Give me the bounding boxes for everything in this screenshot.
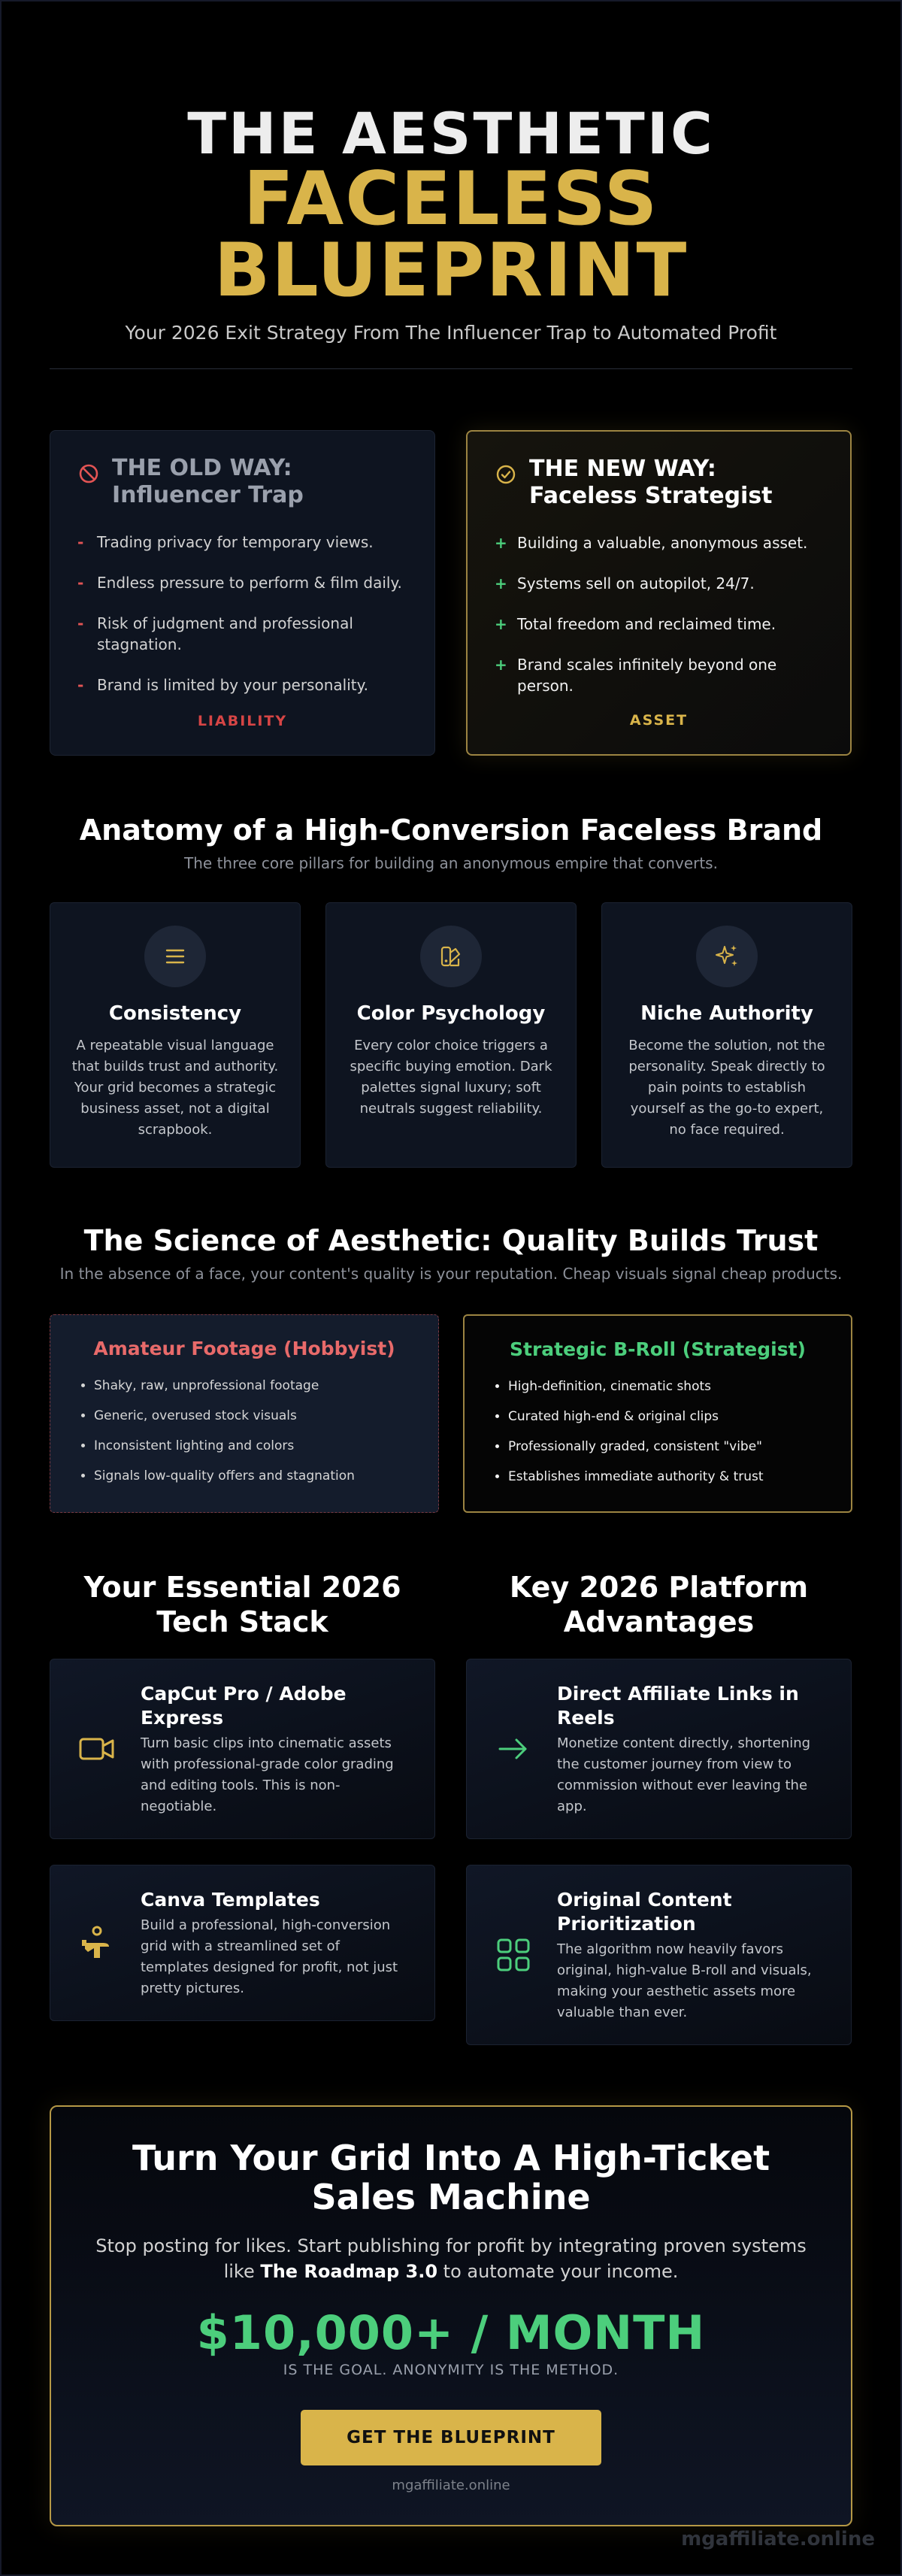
list-item: • Inconsistent lighting and colors: [94, 1438, 416, 1454]
list-item: [77, 613, 407, 655]
list-item: • Curated high-end & original clips: [508, 1408, 828, 1425]
plus-marker: +: [495, 574, 507, 592]
list-item: [495, 532, 823, 553]
hero-subtitle: Your 2026 Exit Strategy From The Influencer Trap to Automated Profit: [125, 322, 777, 344]
cta-text-bold: The Roadmap 3.0: [260, 2261, 438, 2282]
design-tools-icon: [77, 1923, 117, 1962]
list-item: • Professionally graded, consistent "vibe": [508, 1438, 828, 1455]
old-way-title: [112, 455, 304, 509]
tech-card-canva: [50, 1865, 435, 2021]
lines-icon: [162, 943, 189, 970]
list-item: [77, 532, 407, 553]
pillar-consistency: [50, 902, 301, 1168]
plus-marker: +: [495, 615, 507, 633]
anatomy-subheading: The three core pillars for building an anonymous empire that converts.: [184, 854, 718, 872]
list-item: • Generic, overused stock visuals: [94, 1408, 416, 1424]
card-text: The algorithm now heavily favors original, high-value B-roll and visuals, making your aesthetic assets more valuable than ever.: [557, 1941, 812, 2020]
old-way-title-line2: Influencer Trap: [112, 482, 304, 508]
pillar-title: Consistency: [108, 1002, 242, 1025]
old-way-list: [77, 532, 407, 696]
plus-marker: +: [495, 656, 507, 674]
cta-goal: IS THE GOAL. ANONYMITY IS THE METHOD.: [283, 2362, 619, 2378]
card-title: Original Content Prioritization: [557, 1889, 732, 1935]
new-way-item-text: Brand scales infinitely beyond one person.: [517, 656, 777, 695]
new-way-list: [495, 532, 823, 696]
list-item: [495, 654, 823, 696]
strategic-broll-list: [487, 1378, 828, 1485]
science-subheading: In the absence of a face, your content's quality is your reputation. Cheap visuals signal cheap products.: [59, 1265, 843, 1283]
hero: [0, 100, 902, 344]
new-way-item-text: Building a valuable, anonymous asset.: [517, 534, 808, 552]
anatomy-heading: Anatomy of a High-Conversion Faceless Brand: [79, 814, 823, 847]
card-title: Canva Templates: [141, 1889, 320, 1911]
tech-stack-heading-line1: Your Essential 2026: [83, 1571, 401, 1604]
old-way-item-text: Risk of judgment and professional stagnation.: [97, 614, 353, 653]
pillar-title: Color Psychology: [356, 1002, 546, 1025]
cta-heading: Turn Your Grid Into A High-Ticket Sales Machine: [132, 2138, 770, 2217]
pillar-icon-circle: [420, 926, 482, 987]
amateur-footage-list: [73, 1377, 416, 1484]
new-way-title: [529, 456, 773, 510]
palette-icon: [437, 943, 465, 970]
cta-big-number: $10,000+ / MONTH: [196, 2305, 706, 2360]
card-title: CapCut Pro / Adobe Express: [141, 1683, 347, 1729]
list-item: • High-definition, cinematic shots: [508, 1378, 828, 1395]
new-way-title-line2: Faceless Strategist: [529, 483, 773, 509]
old-way-item-text: Endless pressure to perform & film daily.: [97, 574, 402, 592]
list-item: [77, 572, 407, 593]
amateur-footage-title: Amateur Footage (Hobbyist): [93, 1338, 395, 1359]
pillar-text: Become the solution, not the personality. Speak directly to pain points to establish yourself as the go-to expert, no face required.: [628, 1038, 825, 1138]
video-camera-icon: [77, 1729, 117, 1768]
list-item: [495, 573, 823, 594]
science-heading: The Science of Aesthetic: Quality Builds Trust: [83, 1224, 819, 1257]
old-way-card: [50, 430, 435, 756]
new-way-header: [495, 456, 823, 510]
minus-marker: -: [77, 533, 84, 551]
card-text: Build a professional, high-conversion grid with a streamlined set of templates designed for profit, not just pretty pictures.: [141, 1917, 398, 1996]
hero-title-line2: FACELESS: [243, 156, 659, 242]
old-way-header: [77, 455, 407, 509]
old-way-item-text: Trading privacy for temporary views.: [97, 533, 374, 551]
pillar-title: Niche Authority: [640, 1002, 813, 1025]
cta-text: [90, 2233, 812, 2284]
pillar-niche-authority: [601, 902, 852, 1168]
hero-title-line1: THE AESTHETIC: [187, 100, 715, 167]
new-way-card: [466, 430, 852, 756]
amateur-footage-card: [50, 1314, 439, 1513]
pillar-text: A repeatable visual language that builds trust and authority. Your grid becomes a strategic business asset, not a digital scrapbook.: [71, 1038, 279, 1138]
card-title: Direct Affiliate Links in Reels: [557, 1683, 799, 1729]
strategic-broll-title: Strategic B-Roll (Strategist): [510, 1338, 806, 1360]
plus-marker: +: [495, 534, 507, 552]
list-item: • Shaky, raw, unprofessional footage: [94, 1377, 416, 1394]
cta-text-after: to automate your income.: [437, 2261, 679, 2282]
tech-card-capcut: [50, 1659, 435, 1839]
minus-marker: -: [77, 614, 84, 632]
new-way-title-line1: THE NEW WAY:: [529, 456, 716, 482]
check-circle-icon: [495, 463, 517, 486]
arrow-right-icon: [494, 1729, 533, 1768]
tech-stack-heading: [50, 1570, 435, 1639]
ban-icon: [77, 462, 100, 485]
hero-divider: [50, 368, 852, 369]
grid-icon: [494, 1935, 533, 1974]
strategic-broll-card: [463, 1314, 852, 1513]
new-way-item-text: Total freedom and reclaimed time.: [517, 615, 776, 633]
cta-url: mgaffiliate.online: [392, 2478, 510, 2493]
new-way-item-text: Systems sell on autopilot, 24/7.: [517, 574, 755, 592]
old-way-title-line1: THE OLD WAY:: [112, 455, 292, 481]
card-text: Turn basic clips into cinematic assets with professional-grade color grading and editing tools. This is non-negotiable.: [141, 1735, 394, 1814]
minus-marker: -: [77, 574, 84, 592]
pillar-text: Every color choice triggers a specific buying emotion. Dark palettes signal luxury; soft neutrals suggest reliability.: [350, 1038, 552, 1117]
platform-card-affiliate-links: [466, 1659, 852, 1839]
pillar-color-psychology: [325, 902, 577, 1168]
platform-card-original-content: [466, 1865, 852, 2045]
sparkles-icon: [713, 942, 741, 971]
cta-section: [50, 2105, 852, 2526]
get-blueprint-button[interactable]: GET THE BLUEPRINT: [301, 2410, 601, 2465]
hero-title-line3: BLUEPRINT: [213, 228, 689, 314]
platform-heading-line2: Advantages: [563, 1605, 755, 1638]
pillar-icon-circle: [696, 926, 758, 987]
watermark: mgaffiliate.online: [681, 2528, 875, 2550]
liability-tag: LIABILITY: [197, 713, 288, 729]
asset-tag: ASSET: [629, 712, 689, 729]
old-way-item-text: Brand is limited by your personality.: [97, 676, 368, 694]
cta-text-before: Stop posting for likes. Start publishing for profit by integrating proven systems like: [95, 2235, 807, 2282]
card-text: Monetize content directly, shortening the customer journey from view to commission without ever leaving the app.: [557, 1735, 811, 1814]
list-item: • Signals low-quality offers and stagnation: [94, 1468, 416, 1484]
pillar-icon-circle: [144, 926, 206, 987]
list-item: [495, 614, 823, 635]
platform-heading-line1: Key 2026 Platform: [509, 1571, 809, 1604]
tech-stack-heading-line2: Tech Stack: [156, 1605, 328, 1638]
list-item: [77, 674, 407, 696]
list-item: • Establishes immediate authority & trust: [508, 1468, 828, 1485]
platform-heading: [466, 1570, 852, 1639]
minus-marker: -: [77, 676, 84, 694]
